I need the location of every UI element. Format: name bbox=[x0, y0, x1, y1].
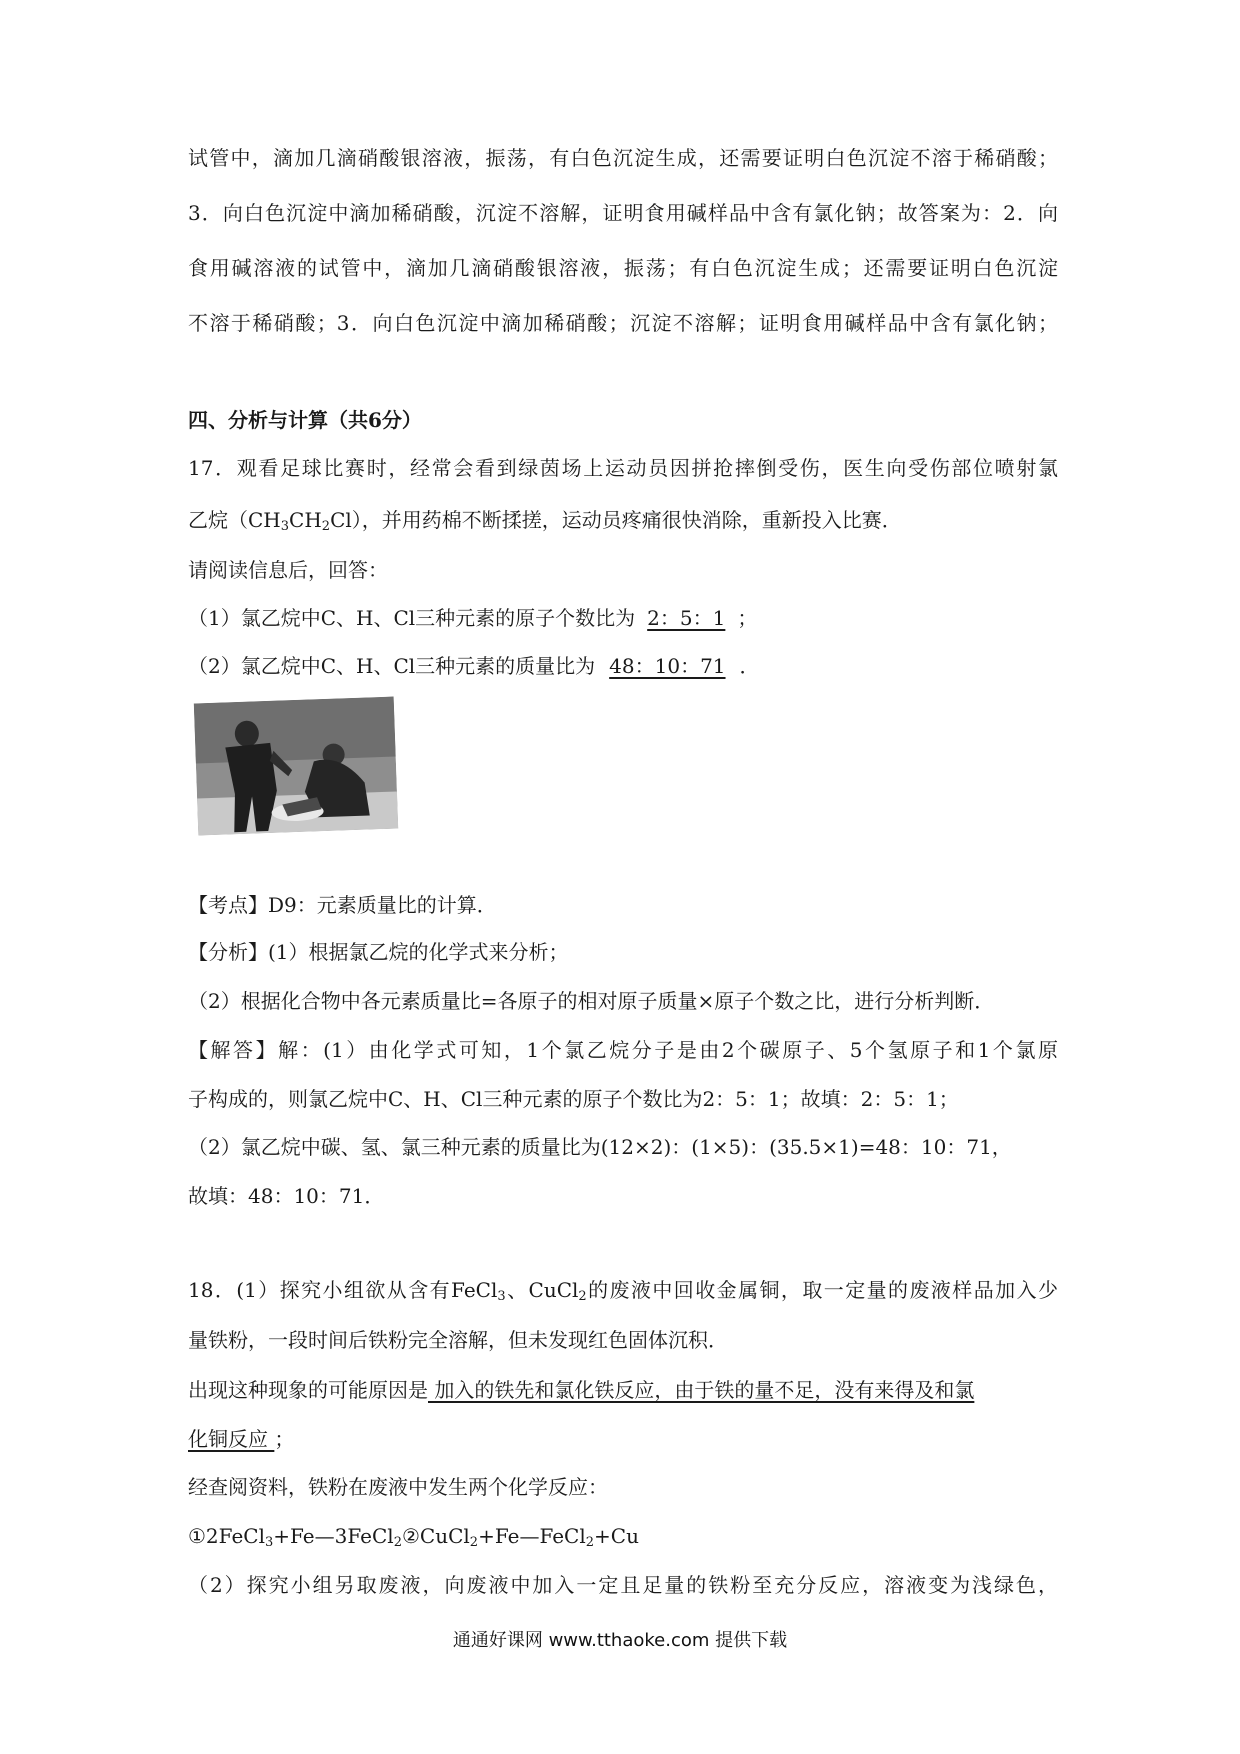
text-span: ； bbox=[274, 1427, 295, 1451]
text-span: +Fe—3FeCl bbox=[273, 1524, 394, 1548]
text-span: ②CuCl bbox=[401, 1524, 470, 1548]
solution-line: （2）氯乙烷中碳、氢、氯三种元素的质量比为(12×2)：(1×5)：(35.5×1)=48：10：71， bbox=[188, 1135, 1012, 1159]
answer-blank: 化铜反应 bbox=[188, 1427, 268, 1451]
text-line: 试管中，滴加几滴硝酸银溶液，振荡，有白色沉淀生成，还需要证明白色沉淀不溶于稀硝酸； bbox=[188, 146, 1058, 170]
text-span: ； bbox=[737, 606, 758, 630]
analysis-line: （2）根据化合物中各元素质量比=各原子的相对原子质量×原子个数之比，进行分析判断． bbox=[188, 989, 995, 1013]
question-17-line: 17．观看足球比赛时，经常会看到绿茵场上运动员因拼抢摔倒受伤，医生向受伤部位喷射氯 bbox=[188, 456, 1058, 480]
solution-line: 子构成的，则氯乙烷中C、H、Cl三种元素的原子个数比为2：5：1；故填：2：5：1； bbox=[188, 1087, 959, 1111]
photo-illustration bbox=[194, 697, 398, 836]
text-line: 不溶于稀硝酸；3．向白色沉淀中滴加稀硝酸；沉淀不溶解；证明食用碱样品中含有氯化钠； bbox=[188, 311, 1058, 335]
solution-line: 故填：48：10：71． bbox=[188, 1184, 385, 1208]
page-footer: 通通好课网 www.tthaoke.com 提供下载 bbox=[452, 1630, 788, 1651]
text-line: 食用碱溶液的试管中，滴加几滴硝酸银溶液，振荡；有白色沉淀生成；还需要证明白色沉淀 bbox=[188, 256, 1058, 280]
text-span: +Cu bbox=[594, 1524, 639, 1548]
football-injury-photo bbox=[194, 697, 398, 836]
question-18-line: （2）探究小组另取废液，向废液中加入一定且足量的铁粉至充分反应，溶液变为浅绿色， bbox=[188, 1573, 1058, 1597]
text-span: ①2FeCl bbox=[188, 1524, 265, 1548]
question-18-reason bbox=[188, 1375, 1058, 1405]
text-span: CH bbox=[289, 508, 322, 532]
answer-blank: 加入的铁先和氯化铁反应，由于铁的量不足，没有来得及和氯 bbox=[428, 1378, 975, 1402]
question-17-part-1 bbox=[188, 603, 1058, 633]
text-span: （1）氯乙烷中C、H、Cl三种元素的原子个数比为 bbox=[188, 606, 636, 630]
subscript: 2 bbox=[469, 1535, 479, 1550]
section-title: 四、分析与计算（共6分） bbox=[188, 408, 422, 432]
text-span: 的废液中回收金属铜，取一定量的废液样品加入少 bbox=[586, 1278, 1059, 1302]
question-prompt: 请阅读信息后，回答： bbox=[188, 558, 388, 582]
question-17-part-2 bbox=[188, 651, 1058, 681]
kaodian-line: 【考点】D9：元素质量比的计算． bbox=[188, 893, 497, 917]
answer-blank: 48：10：71 bbox=[609, 654, 726, 678]
subscript: 2 bbox=[578, 1289, 587, 1304]
text-span: +Fe—FeCl bbox=[478, 1524, 586, 1548]
question-18-line: 量铁粉，一段时间后铁粉完全溶解，但未发现红色固体沉积． bbox=[188, 1328, 728, 1352]
subscript: 3 bbox=[497, 1289, 506, 1304]
text-span: 、CuCl bbox=[505, 1278, 579, 1302]
text-line: 3．向白色沉淀中滴加稀硝酸，沉淀不溶解，证明食用碱样品中含有氯化钠；故答案为：2．向 bbox=[188, 201, 1058, 225]
question-18-equations bbox=[188, 1521, 1058, 1551]
text-span: （2）氯乙烷中C、H、Cl三种元素的质量比为 bbox=[188, 654, 596, 678]
solution-line: 【解答】解：(1）由化学式可知，1个氯乙烷分子是由2个碳原子、5个氢原子和1个氯原 bbox=[188, 1038, 1058, 1062]
question-18-reason-cont bbox=[188, 1424, 1058, 1454]
text-span: Cl），并用药棉不断揉搓，运动员疼痛很快消除，重新投入比赛． bbox=[330, 508, 902, 532]
subscript: 2 bbox=[321, 519, 331, 534]
subscript: 3 bbox=[280, 519, 290, 534]
text-span: 乙烷（CH bbox=[188, 508, 281, 532]
subscript: 2 bbox=[585, 1535, 595, 1550]
text-span: ． bbox=[739, 654, 760, 678]
analysis-line: 【分析】(1）根据氯乙烷的化学式来分析； bbox=[188, 940, 569, 964]
text-span: 18．(1）探究小组欲从含有FeCl bbox=[188, 1278, 498, 1302]
subscript: 3 bbox=[264, 1535, 274, 1550]
question-18-line: 经查阅资料，铁粉在废液中发生两个化学反应： bbox=[188, 1475, 608, 1499]
subscript: 2 bbox=[393, 1535, 402, 1550]
question-17-formula-line bbox=[188, 505, 1058, 535]
question-18-line bbox=[188, 1275, 1058, 1305]
text-span: 出现这种现象的可能原因是 bbox=[188, 1378, 428, 1402]
answer-blank: 2：5：1 bbox=[647, 606, 726, 630]
